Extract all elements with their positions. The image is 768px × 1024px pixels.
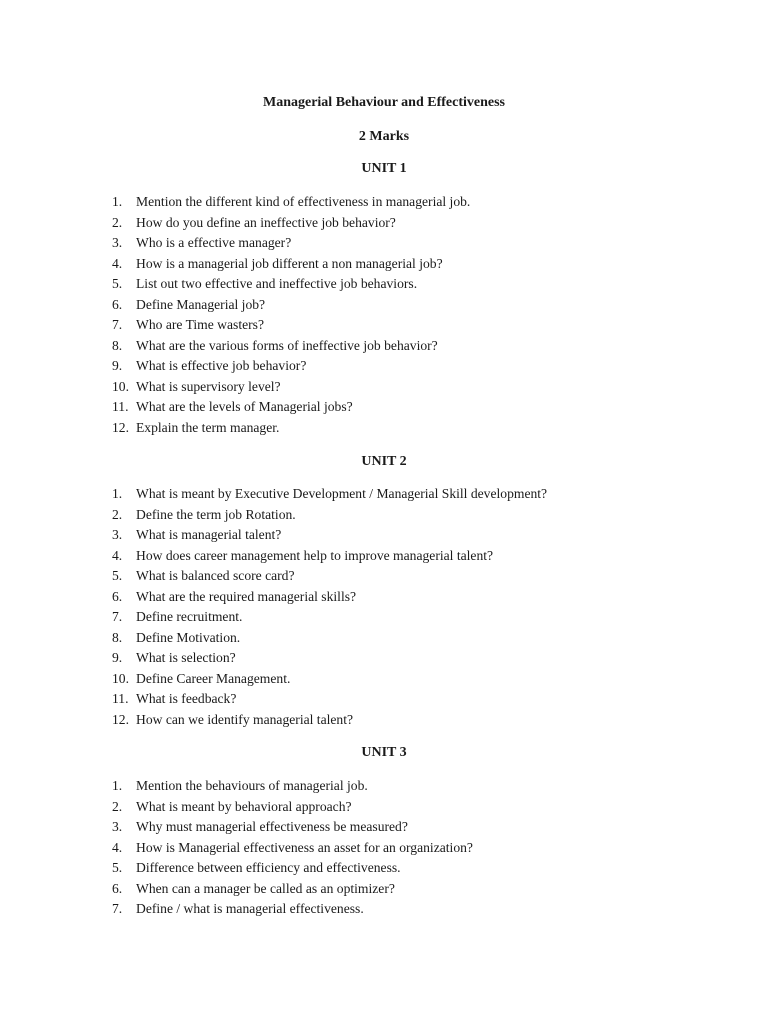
question-number: 2.: [112, 506, 123, 522]
question-text: Difference between efficiency and effectiveness.: [136, 860, 401, 875]
question-text: What are the various forms of ineffective job behavior?: [136, 337, 438, 353]
question-number: 6.: [112, 296, 123, 312]
question-text: Define / what is managerial effectiveness.: [136, 901, 364, 916]
question-number: 9.: [112, 650, 123, 665]
question-text: Define Career Management.: [136, 670, 291, 686]
question-text: Who is a effective manager?: [136, 235, 292, 250]
document-title: Managerial Behaviour and Effectiveness: [262, 95, 505, 110]
question-number: 7.: [112, 901, 123, 916]
question-number: 4.: [112, 839, 123, 855]
question-text: Who are Time wasters?: [136, 317, 264, 332]
question-text: What is meant by Executive Development / Managerial Skill development?: [136, 486, 548, 501]
question-text: Define the term job Rotation.: [136, 506, 296, 522]
question-number: 3.: [112, 235, 123, 250]
unit-3-heading: UNIT 3: [361, 745, 407, 760]
question-number: 1.: [112, 778, 123, 793]
question-number: 1.: [112, 486, 123, 501]
question-number: 5.: [112, 568, 123, 583]
question-text: How is Managerial effectiveness an asset for an organization?: [136, 839, 473, 855]
question-number: 11.: [112, 691, 129, 706]
question-number: 12.: [112, 419, 129, 435]
question-text: How does career management help to improve managerial talent?: [136, 547, 494, 563]
question-number: 4.: [112, 255, 123, 271]
question-text: List out two effective and ineffective job behaviors.: [136, 276, 418, 291]
question-number: 7.: [112, 609, 123, 624]
question-number: 11.: [112, 399, 129, 414]
question-number: 6.: [112, 880, 123, 896]
question-number: 4.: [112, 547, 123, 563]
question-text: How can we identify managerial talent?: [136, 711, 354, 727]
question-number: 9.: [112, 358, 123, 373]
question-text: Mention the different kind of effectiveness in managerial job.: [136, 194, 471, 209]
question-text: What is effective job behavior?: [136, 358, 307, 373]
question-number: 3.: [112, 819, 123, 834]
question-text: What is selection?: [136, 650, 236, 665]
question-number: 2.: [112, 214, 123, 230]
question-text: What is supervisory level?: [136, 378, 281, 394]
question-number: 8.: [112, 629, 123, 645]
question-number: 5.: [112, 276, 123, 291]
question-number: 7.: [112, 317, 123, 332]
question-text: What are the required managerial skills?: [136, 588, 357, 604]
question-number: 5.: [112, 860, 123, 875]
question-number: 3.: [112, 527, 123, 542]
question-number: 1.: [112, 194, 123, 209]
question-text: Define Managerial job?: [136, 296, 266, 312]
question-text: Define recruitment.: [136, 609, 243, 624]
question-number: 2.: [112, 798, 123, 814]
question-text: Define Motivation.: [136, 629, 241, 645]
question-text: How do you define an ineffective job behavior?: [136, 214, 396, 230]
question-number: 10.: [112, 670, 129, 686]
question-text: Explain the term manager.: [136, 419, 280, 435]
question-text: What is balanced score card?: [136, 568, 295, 583]
question-text: What is feedback?: [136, 691, 237, 706]
question-number: 10.: [112, 378, 129, 394]
question-text: How is a managerial job different a non managerial job?: [136, 255, 443, 271]
document-subtitle: 2 Marks: [358, 129, 410, 144]
question-text: When can a manager be called as an optimizer?: [136, 880, 395, 896]
unit-1-heading: UNIT 1: [361, 161, 407, 176]
question-text: What are the levels of Managerial jobs?: [136, 399, 353, 414]
question-text: Why must managerial effectiveness be measured?: [136, 819, 408, 834]
question-number: 6.: [112, 588, 123, 604]
question-text: Mention the behaviours of managerial job.: [136, 778, 368, 793]
question-text: What is managerial talent?: [136, 527, 282, 542]
question-number: 8.: [112, 337, 123, 353]
question-text: What is meant by behavioral approach?: [136, 798, 352, 814]
unit-2-heading: UNIT 2: [361, 454, 407, 469]
question-number: 12.: [112, 711, 129, 727]
